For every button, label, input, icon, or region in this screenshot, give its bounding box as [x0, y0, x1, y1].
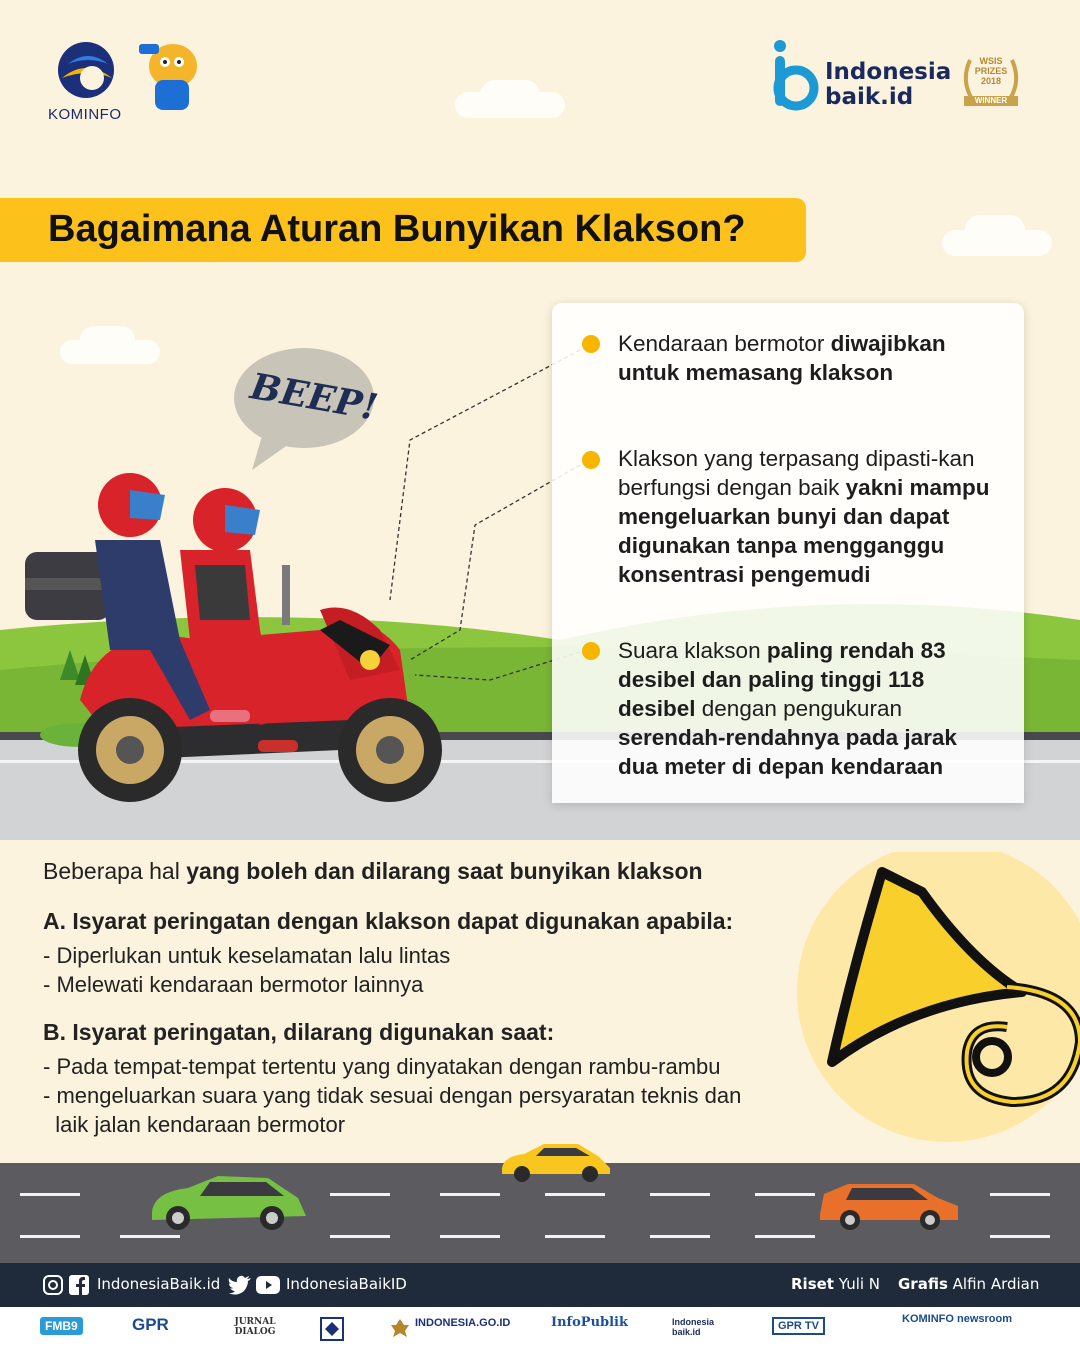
beep-speech-bubble: [232, 346, 381, 470]
rules-intro-bold: yang boleh dan dilarang saat bunyikan klakson: [186, 858, 703, 884]
indonesiabaik-line1: Indonesia: [825, 59, 952, 85]
info-point-1: [618, 329, 998, 387]
award-winner: WINNER: [974, 96, 1008, 105]
instagram-icon[interactable]: [42, 1274, 64, 1296]
partner-logo-indonesiabaik[interactable]: Indonesia baik.id: [672, 1317, 715, 1337]
garuda-icon: [390, 1317, 410, 1339]
partner-logo-kominfo-newsroom[interactable]: KOMINFO newsroom: [902, 1313, 1013, 1325]
green-car-icon: [148, 1172, 310, 1232]
partner-logo-gpr-tv[interactable]: GPR TV: [772, 1317, 825, 1335]
info-point-3: [618, 636, 998, 781]
partner-logo-gpr[interactable]: GPR: [132, 1315, 169, 1334]
rules-intro-text: Beberapa hal: [43, 858, 187, 884]
info-point-3-bold: paling rendah 83 desibel dan paling tinggi 118 desibel: [618, 638, 946, 721]
section-a-item: - Diperlukan untuk keselamatan lalu lintas: [43, 943, 451, 968]
cloud: [480, 80, 540, 110]
facebook-icon[interactable]: [68, 1274, 90, 1296]
section-b-item: laik jalan kendaraan bermotor: [43, 1112, 346, 1137]
footer-credits-bar: [0, 1263, 1080, 1307]
rules-intro: [43, 858, 703, 885]
partner-logo-badge-icon[interactable]: [320, 1317, 344, 1341]
horn-icon: [792, 852, 1080, 1152]
indonesiabaik-icon: [770, 38, 820, 112]
graphic-label: Grafis: [898, 1275, 948, 1293]
indonesiabaik-line2: baik.id: [825, 84, 914, 110]
research-label: Riset: [791, 1275, 834, 1293]
cloud: [965, 215, 1025, 245]
info-point-2: [618, 444, 998, 589]
bullet-dot: [582, 451, 600, 469]
page-title: Bagaimana Aturan Bunyikan Klakson?: [48, 208, 746, 250]
info-point-2-bold: yakni mampu mengeluarkan bunyi dan dapat digunakan tanpa mengganggu konsentrasi pengemudi: [618, 475, 990, 587]
award-line1: WSIS: [979, 56, 1003, 66]
info-card: [552, 303, 1024, 803]
tv-digital-mascot: [135, 36, 207, 116]
info-point-1-bold: diwajibkan untuk memasang klakson: [618, 331, 946, 385]
bullet-dot: [582, 642, 600, 660]
yellow-car-icon: [500, 1140, 612, 1182]
graphic-name: Alfin Ardian: [952, 1275, 1040, 1293]
kominfo-label: KOMINFO: [48, 106, 122, 123]
info-point-3-rest: dengan pengukuran: [695, 696, 902, 721]
section-b-item: - mengeluarkan suara yang tidak sesuai dengan persyaratan teknis dan: [43, 1083, 742, 1108]
award-year: 2018: [980, 76, 1002, 86]
partner-logo-jurnal-dialog[interactable]: JURNAL DIALOG: [234, 1317, 276, 1337]
graphic-credit: [898, 1275, 1039, 1293]
orange-car-icon: [818, 1180, 960, 1230]
twitter-icon[interactable]: [228, 1275, 252, 1295]
partner-logo-fmb9[interactable]: FMB9: [40, 1317, 83, 1335]
social-handle-facebook-ig[interactable]: IndonesiaBaik.id: [97, 1275, 221, 1293]
partner-logos-bar: [0, 1307, 1080, 1350]
youtube-icon[interactable]: [256, 1275, 280, 1295]
beep-text: BEEP!: [247, 365, 381, 429]
social-handle-twitter-yt[interactable]: IndonesiaBaikID: [286, 1275, 407, 1293]
info-point-3-bold2: serendah-rendahnya pada jarak dua meter di depan kendaraan: [618, 725, 957, 779]
award-line2: PRIZES: [974, 66, 1008, 76]
research-credit: [791, 1275, 880, 1293]
kominfo-emblem-icon: [48, 38, 128, 102]
section-b-item: - Pada tempat-tempat tertentu yang dinyatakan dengan rambu-rambu: [43, 1054, 721, 1079]
info-point-2-text: Klakson yang terpasang dipasti-kan berfungsi dengan baik: [618, 446, 975, 500]
partner-logo-infopublik[interactable]: InfoPublik: [551, 1315, 628, 1330]
section-a-title: A. Isyarat peringatan dengan klakson dapat digunakan apabila:: [43, 908, 734, 934]
partner-logo-indonesia-go-id[interactable]: INDONESIA.GO.ID: [415, 1317, 511, 1329]
title-bar: [0, 198, 806, 262]
bullet-dot: [582, 335, 600, 353]
section-a-item: - Melewati kendaraan bermotor lainnya: [43, 972, 424, 997]
indonesiabaik-logo: [770, 38, 960, 112]
info-point-3-text: Suara klakson: [618, 638, 767, 663]
kominfo-logo: [48, 38, 128, 123]
info-point-1-text: Kendaraan bermotor: [618, 331, 831, 356]
section-b-title: B. Isyarat peringatan, dilarang digunakan saat:: [43, 1019, 555, 1045]
research-name: Yuli N: [838, 1275, 881, 1293]
wsis-award-badge: [958, 50, 1024, 114]
cloud: [80, 326, 135, 354]
